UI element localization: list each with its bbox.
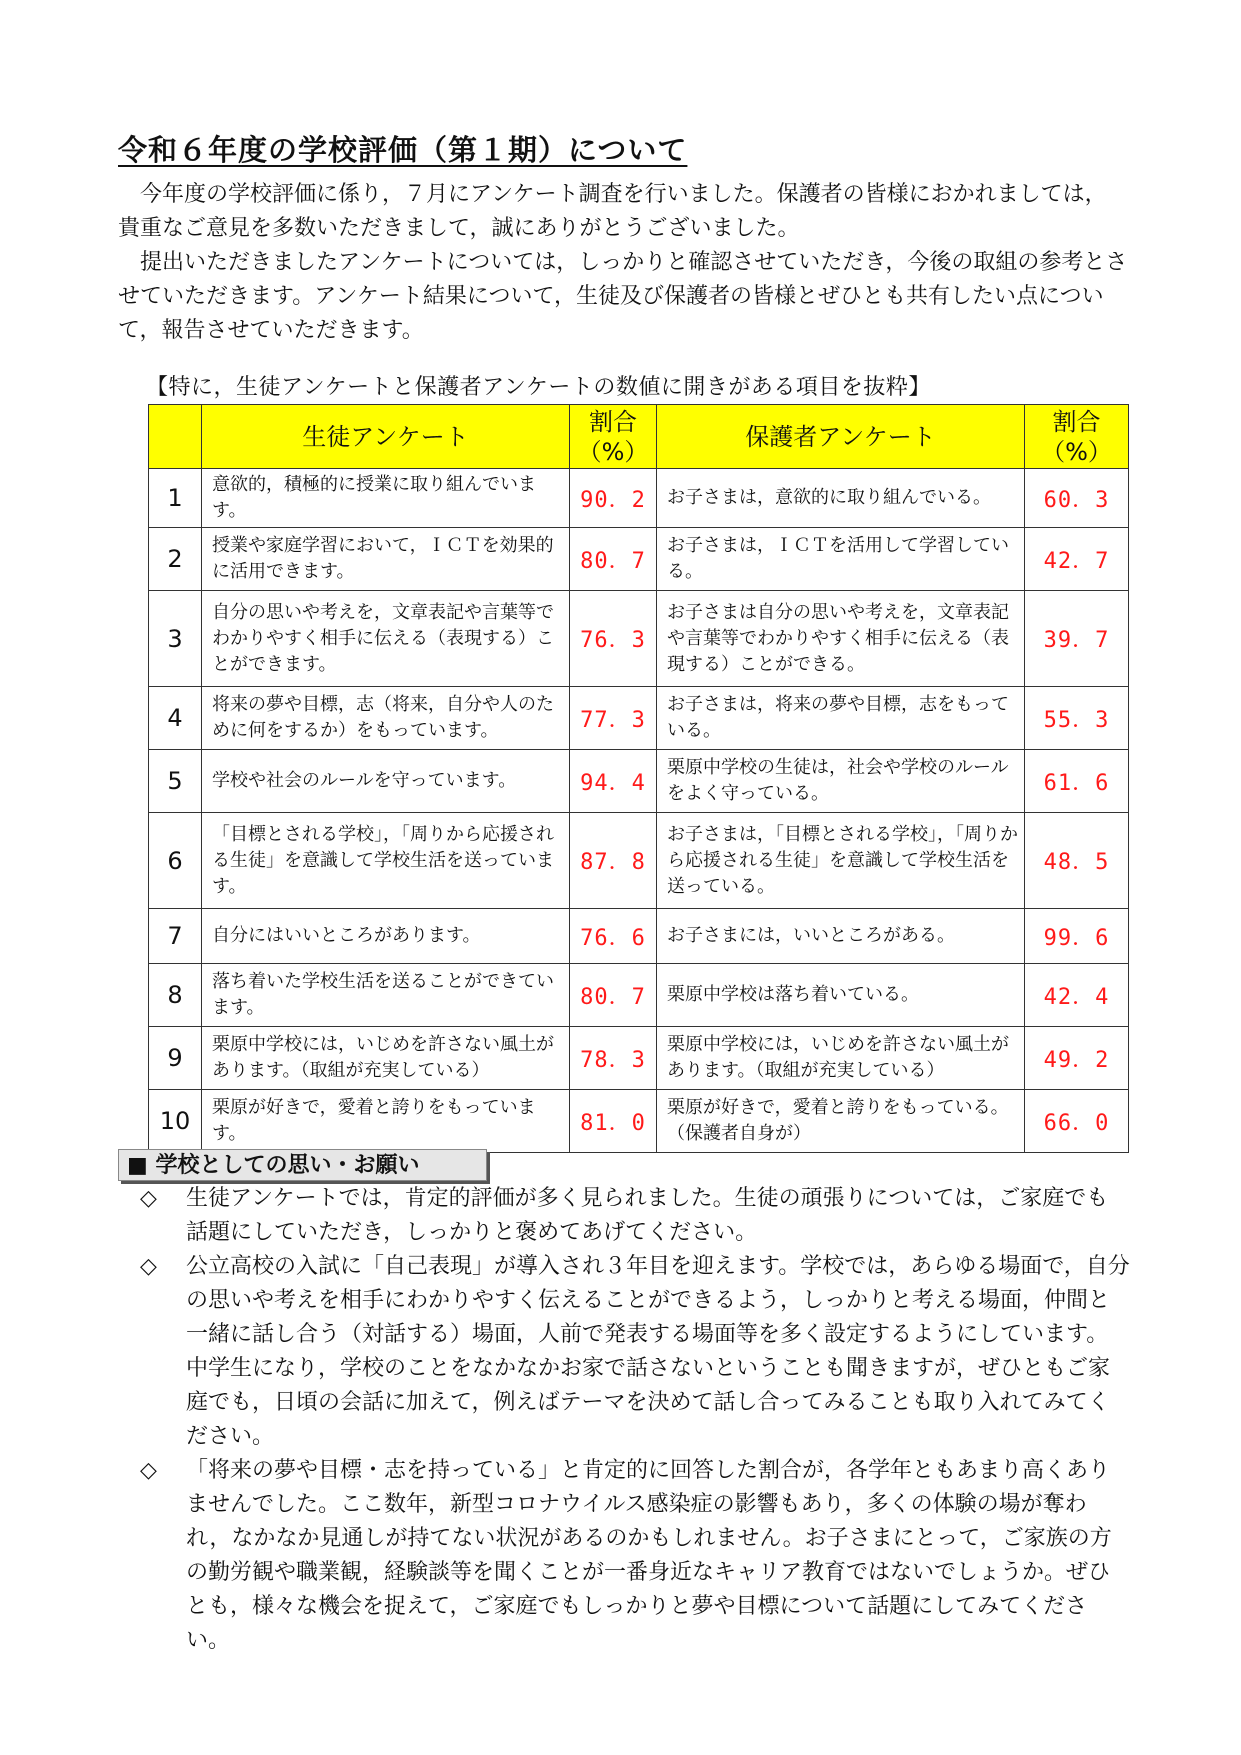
header-student-pct: 割合 （%）	[570, 405, 657, 469]
parent-item: お子さまは，ＩＣＴを活用して学習している。	[657, 528, 1025, 591]
parent-percentage: 55．3	[1025, 687, 1129, 750]
student-percentage: 80．7	[570, 964, 657, 1027]
table-row	[149, 591, 1129, 687]
student-percentage: 81．0	[570, 1090, 657, 1153]
parent-item: 栗原中学校には，いじめを許さない風土があります。（取組が充実している）	[657, 1027, 1025, 1090]
parent-item: お子さまは，意欲的に取り組んでいる。	[657, 469, 1025, 528]
student-percentage: 76．6	[570, 909, 657, 964]
wish-text: 生徒アンケートでは，肯定的評価が多く見られました。生徒の頑張りについては，ご家庭でも話題にしていただき，しっかりと褒めてあげてください。	[186, 1186, 1109, 1245]
intro-paragraph: 今年度の学校評価に係り，７月にアンケート調査を行いました。保護者の皆様におかれましては，貴重なご意見を多数いただきまして，誠にありがとうございました。	[118, 182, 1107, 241]
parent-percentage: 42．7	[1025, 528, 1129, 591]
row-number: 8	[149, 964, 202, 1027]
list-item	[140, 1250, 1130, 1454]
row-number: 4	[149, 687, 202, 750]
student-percentage: 80．7	[570, 528, 657, 591]
parent-percentage: 61．6	[1025, 750, 1129, 813]
row-number: 5	[149, 750, 202, 813]
intro-paragraph: 提出いただきましたアンケートについては，しっかりと確認させていただき，今後の取組の参考とさせていただきます。アンケート結果について，生徒及び保護者の皆様とぜひとも共有したい点について，報告させていただきます。	[118, 250, 1128, 343]
student-percentage: 78．3	[570, 1027, 657, 1090]
parent-item: お子さまには，いいところがある。	[657, 909, 1025, 964]
student-percentage: 77．3	[570, 687, 657, 750]
survey-comparison-table	[148, 404, 1129, 1153]
table-row	[149, 528, 1129, 591]
student-item: 自分にはいいところがあります。	[202, 909, 570, 964]
student-item: 授業や家庭学習において，ＩＣＴを効果的に活用できます。	[202, 528, 570, 591]
table-row	[149, 1027, 1129, 1090]
parent-percentage: 60．3	[1025, 469, 1129, 528]
header-student-survey: 生徒アンケート	[202, 405, 570, 469]
student-percentage: 87．8	[570, 813, 657, 909]
parent-percentage: 42．4	[1025, 964, 1129, 1027]
parent-item: 栗原中学校は落ち着いている。	[657, 964, 1025, 1027]
table-row	[149, 750, 1129, 813]
student-percentage: 90．2	[570, 469, 657, 528]
wish-text: 「将来の夢や目標・志を持っている」と肯定的に回答した割合が，各学年ともあまり高くありませんでした。ここ数年，新型コロナウイルス感染症の影響もあり，多くの体験の場が奪われ，なかなか見通しが持てない状況があるのかもしれません。お子さまにとって，ご家族の方の勤労観や職業観，経験談等を聞くことが一番身近なキャリア教育ではないでしょうか。ぜひとも，様々な機会を捉えて，ご家庭でもしっかりと夢や目標について話題にしてみてください。	[186, 1458, 1112, 1653]
row-number: 6	[149, 813, 202, 909]
parent-percentage: 66．0	[1025, 1090, 1129, 1153]
intro-text	[118, 178, 1128, 348]
table-caption: 【特に，生徒アンケートと保護者アンケートの数値に開きがある項目を抜粋】	[146, 375, 931, 400]
section-heading: ■ 学校としての思い・お願い	[118, 1149, 487, 1181]
wish-text: 公立高校の入試に「自己表現」が導入され３年目を迎えます。学校では，あらゆる場面で，自分の思いや考えを相手にわかりやすく伝えることができるよう，しっかりと考える場面，仲間と一緒に話し合う（対話する）場面，人前で発表する場面等を多く設定するようにしています。中学生になり，学校のことをなかなかお家で話さないということも聞きますが，ぜひともご家庭でも，日頃の会話に加えて，例えばテーマを決めて話し合ってみることも取り入れてみてください。	[186, 1254, 1130, 1449]
row-number: 9	[149, 1027, 202, 1090]
parent-percentage: 48．5	[1025, 813, 1129, 909]
parent-item: 栗原中学校の生徒は，社会や学校のルールをよく守っている。	[657, 750, 1025, 813]
header-parent-pct: 割合 （%）	[1025, 405, 1129, 469]
student-item: 自分の思いや考えを，文章表記や言葉等でわかりやすく相手に伝える（表現する）ことができます。	[202, 591, 570, 687]
student-percentage: 94．4	[570, 750, 657, 813]
parent-item: 栗原が好きで，愛着と誇りをもっている。（保護者自身が）	[657, 1090, 1025, 1153]
table-row	[149, 1090, 1129, 1153]
parent-item: お子さまは，「目標とされる学校」，「周りから応援される生徒」を意識して学校生活を送っている。	[657, 813, 1025, 909]
header-no	[149, 405, 202, 469]
table-row	[149, 909, 1129, 964]
student-item: 「目標とされる学校」，「周りから応援される生徒」を意識して学校生活を送っています。	[202, 813, 570, 909]
student-percentage: 76．3	[570, 591, 657, 687]
parent-percentage: 39．7	[1025, 591, 1129, 687]
row-number: 7	[149, 909, 202, 964]
student-item: 将来の夢や目標，志（将来，自分や人のために何をするか）をもっています。	[202, 687, 570, 750]
page-title: 令和６年度の学校評価（第１期）について	[118, 133, 688, 167]
diamond-bullet-icon: ◇	[140, 1186, 157, 1211]
row-number: 3	[149, 591, 202, 687]
diamond-bullet-icon: ◇	[140, 1458, 157, 1483]
table-row	[149, 964, 1129, 1027]
table-row	[149, 687, 1129, 750]
row-number: 10	[149, 1090, 202, 1153]
table-row	[149, 469, 1129, 528]
student-item: 栗原中学校には，いじめを許さない風土があります。（取組が充実している）	[202, 1027, 570, 1090]
student-item: 意欲的，積極的に授業に取り組んでいます。	[202, 469, 570, 528]
table-row	[149, 813, 1129, 909]
wishes-list	[140, 1182, 1130, 1658]
table-header-row	[149, 405, 1129, 469]
list-item	[140, 1182, 1130, 1250]
parent-percentage: 49．2	[1025, 1027, 1129, 1090]
parent-percentage: 99．6	[1025, 909, 1129, 964]
student-item: 学校や社会のルールを守っています。	[202, 750, 570, 813]
student-item: 落ち着いた学校生活を送ることができています。	[202, 964, 570, 1027]
row-number: 2	[149, 528, 202, 591]
list-item	[140, 1454, 1130, 1658]
row-number: 1	[149, 469, 202, 528]
diamond-bullet-icon: ◇	[140, 1254, 157, 1279]
parent-item: お子さまは自分の思いや考えを，文章表記や言葉等でわかりやすく相手に伝える（表現する）ことができる。	[657, 591, 1025, 687]
student-item: 栗原が好きで，愛着と誇りをもっています。	[202, 1090, 570, 1153]
parent-item: お子さまは，将来の夢や目標，志をもっている。	[657, 687, 1025, 750]
header-parent-survey: 保護者アンケート	[657, 405, 1025, 469]
